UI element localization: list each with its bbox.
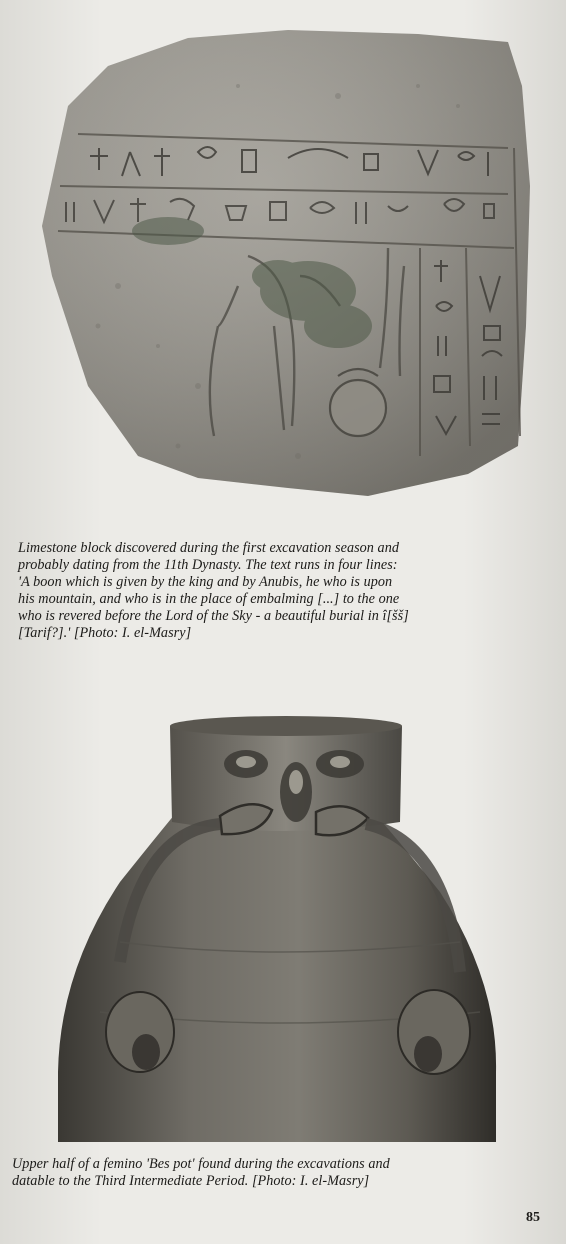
caption-line: who is revered before the Lord of the Sky - a beautiful burial in î[šš]	[18, 608, 409, 624]
caption-line: [Tarif?].' [Photo: I. el-Masry]	[18, 625, 192, 641]
limestone-block-photo	[38, 26, 534, 502]
bes-pot-caption	[12, 1156, 544, 1190]
limestone-block-caption	[18, 540, 546, 642]
page-number: 85	[526, 1210, 540, 1225]
caption-line: 'A boon which is given by the king and by Anubis, he who is upon	[18, 574, 393, 590]
caption-line: Upper half of a femino 'Bes pot' found during the excavations and	[12, 1156, 390, 1172]
caption-line: probably dating from the 11th Dynasty. The text runs in four lines:	[18, 557, 398, 573]
bes-pot-photo	[50, 712, 502, 1142]
caption-line: Limestone block discovered during the first excavation season and	[18, 540, 399, 556]
caption-line: his mountain, and who is in the place of embalming [...] to the one	[18, 591, 400, 607]
caption-line: datable to the Third Intermediate Period. [Photo: I. el-Masry]	[12, 1173, 370, 1189]
